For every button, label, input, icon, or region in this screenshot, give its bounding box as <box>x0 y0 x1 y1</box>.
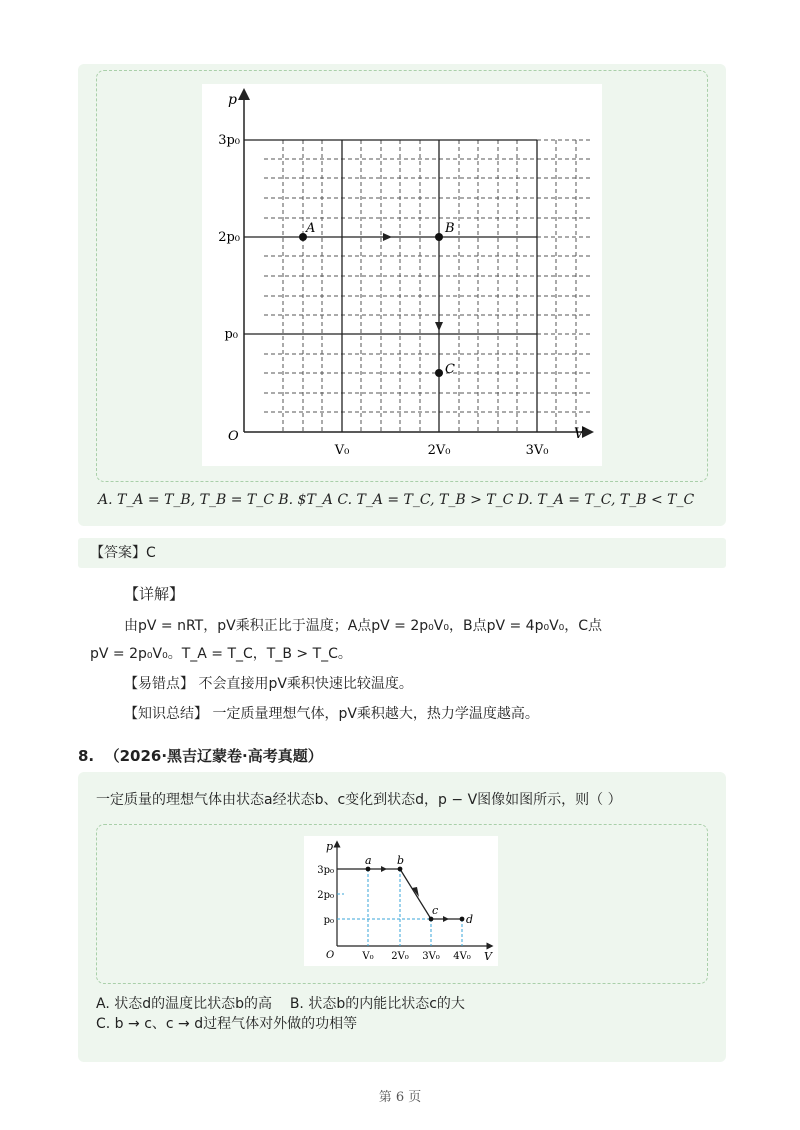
q8-stem: 一定质量的理想气体由状态a经状态b、c变化到状态d，p − V图像如图所示，则（ ） <box>96 792 622 808</box>
q8-options-row-1 <box>96 994 465 1014</box>
q7-xtick-v0: V₀ <box>334 443 350 458</box>
q8-label-c: c <box>432 904 439 917</box>
q7-point-c <box>435 369 443 377</box>
page-number: 第 6 页 <box>378 1090 422 1105</box>
q8-ytick-p0: p₀ <box>323 915 334 926</box>
q8-header <box>78 746 323 766</box>
q8-option-c: C. b → c、c → d过程气体对外做的功相等 <box>96 1016 358 1032</box>
q8-point-c <box>429 917 434 922</box>
q8-point-a <box>366 867 371 872</box>
q7-axis-p-label: p <box>228 92 237 108</box>
q7-major-grid <box>244 140 537 432</box>
q7-axis-v-label: V <box>574 426 585 442</box>
q7-xtick-3v0: 3V₀ <box>525 443 549 458</box>
q8-label-d: d <box>466 913 474 926</box>
q7-ytick-p0: p₀ <box>224 327 238 342</box>
q8-ytick-3p0: 3p₀ <box>317 865 334 876</box>
q8-point-d <box>460 917 465 922</box>
q8-pv-graph <box>304 836 498 966</box>
q7-ytick-3p0: 3p₀ <box>218 133 240 148</box>
q8-origin-label: O <box>326 950 335 961</box>
answer-value: C <box>146 545 156 561</box>
q7-point-b <box>435 233 443 241</box>
q8-label-a: a <box>365 854 372 867</box>
q7-label-a: A <box>306 221 316 236</box>
q8-guides <box>337 869 462 946</box>
q8-axis-v-label: V <box>484 950 492 963</box>
q8-axes <box>337 844 490 946</box>
q8-xtick-3v0: 3V₀ <box>422 951 440 962</box>
q8-axis-p-label: p <box>326 840 334 853</box>
q7-ytick-2p0: 2p₀ <box>218 230 240 245</box>
answer-bar <box>78 538 726 568</box>
mistake-label: 【易错点】 <box>124 676 194 692</box>
q7-label-b: B <box>445 221 455 236</box>
q8-xtick-4v0: 4V₀ <box>453 951 471 962</box>
q8-option-b: B. 状态b的内能比状态c的大 <box>289 996 465 1012</box>
answer-line <box>90 543 156 563</box>
q7-xtick-2v0: 2V₀ <box>427 443 451 458</box>
q7-label-c: C <box>445 362 455 377</box>
q8-source: （2026·黑吉辽蒙卷·高考真题） <box>104 747 323 765</box>
q7-process-arrows <box>383 233 443 331</box>
q8-figure <box>304 836 498 966</box>
q8-option-a: A. 状态d的温度比状态b的高 <box>96 996 273 1012</box>
summary-text: 一定质量理想气体，pV乘积越大，热力学温度越高。 <box>212 706 539 722</box>
answer-label: 【答案】 <box>90 545 146 561</box>
q8-number: 8. <box>78 747 95 765</box>
q8-xtick-v0: V₀ <box>362 951 374 962</box>
q8-label-b: b <box>397 854 405 867</box>
explanation-title: 【详解】 <box>124 585 185 603</box>
q7-options-line: A. T_A = T_B, T_B = T_C B. $T_A C. T_A = T_C, T_B > T_C D. T_A = T_C, T_B < T_C <box>98 492 695 508</box>
q7-fine-grid <box>264 140 592 432</box>
q7-origin-label: O <box>228 429 239 444</box>
summary-line <box>124 704 539 724</box>
explanation-line-1: 由pV = nRT，pV乘积正比于温度；A点pV = 2p₀V₀，B点pV = 4p₀V₀，C点 <box>124 618 603 634</box>
q8-xtick-2v0: 2V₀ <box>391 951 409 962</box>
summary-label: 【知识总结】 <box>124 706 208 722</box>
q7-figure <box>202 84 602 466</box>
q8-point-b <box>398 867 403 872</box>
q7-pv-graph <box>202 84 602 466</box>
explanation-line-2: pV = 2p₀V₀。T_A = T_C，T_B > T_C。 <box>90 646 352 662</box>
mistake-line <box>124 674 413 694</box>
mistake-text: 不会直接用pV乘积快速比较温度。 <box>198 676 413 692</box>
q8-ytick-2p0: 2p₀ <box>317 890 334 901</box>
